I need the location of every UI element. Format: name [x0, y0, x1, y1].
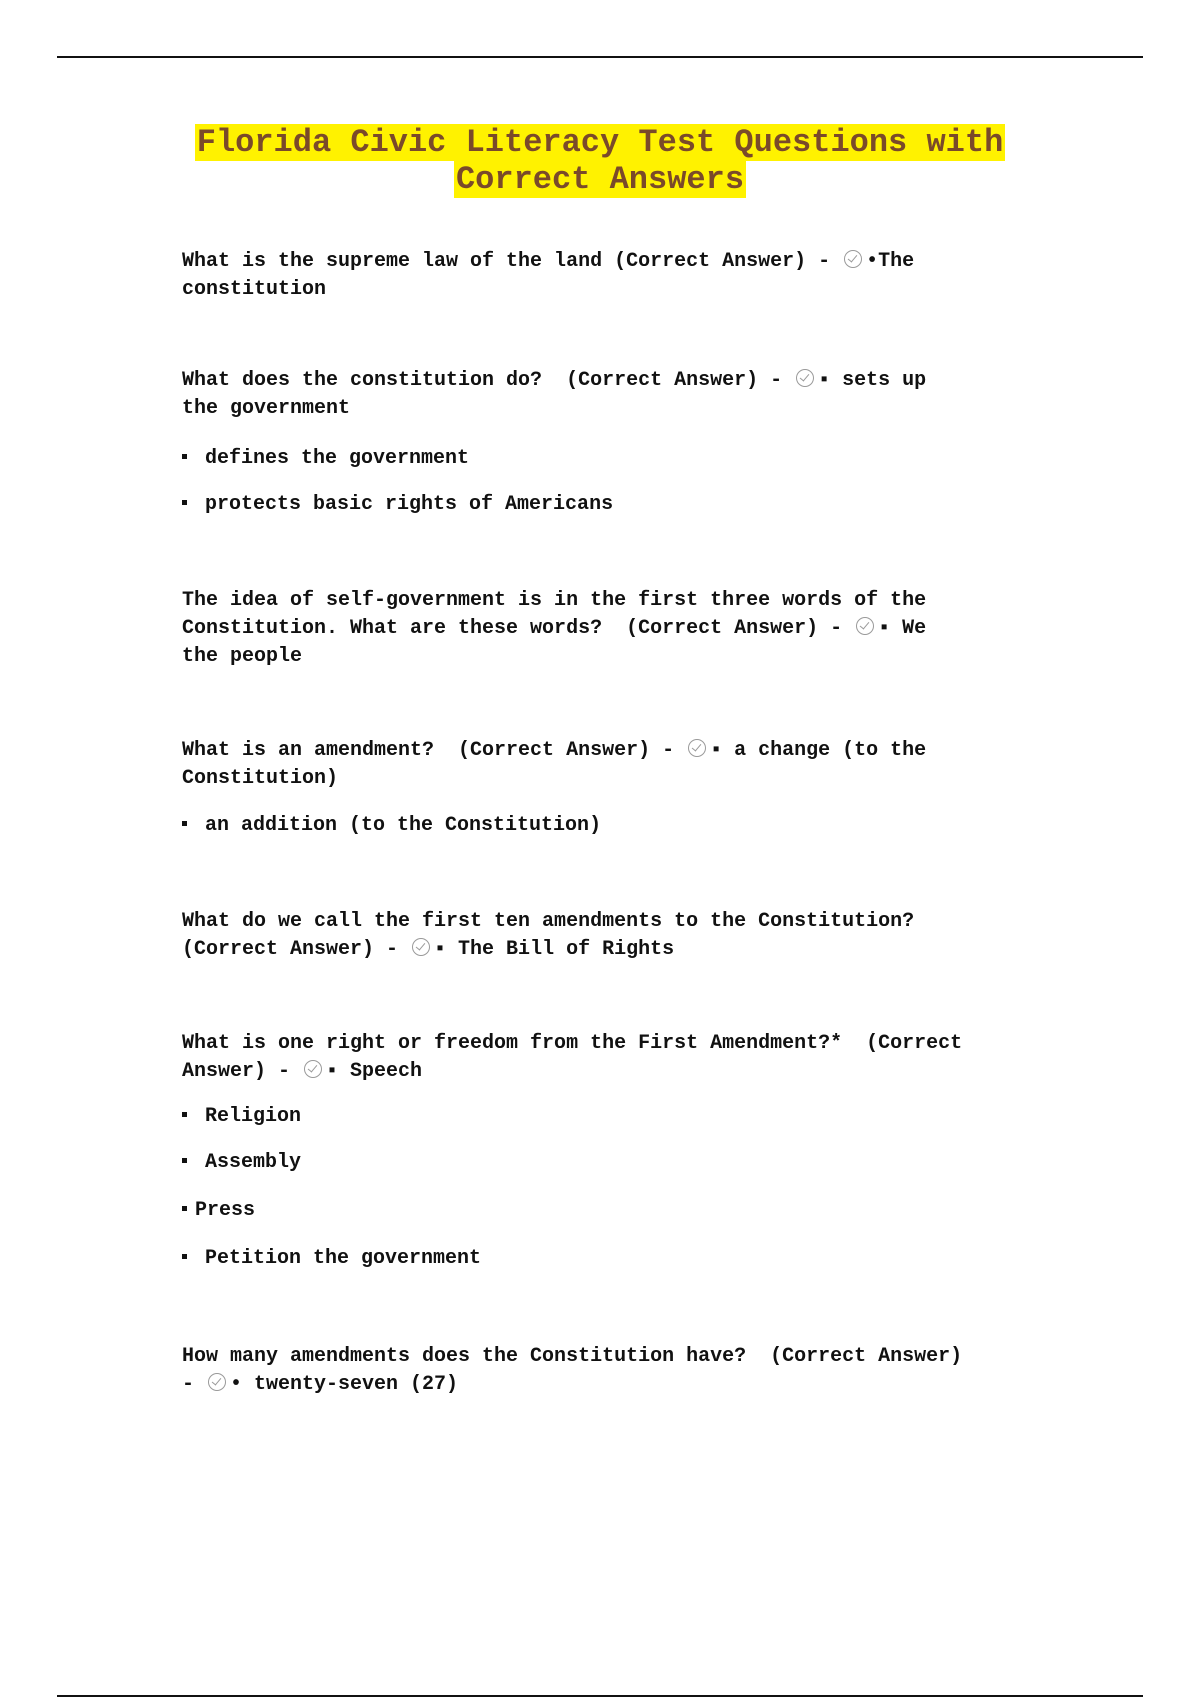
qa-item-first-amendment	[182, 1030, 1062, 1086]
bullet-icon	[182, 454, 187, 459]
qa-item-first-ten	[182, 908, 1062, 964]
qa-item-self-government	[182, 587, 1062, 671]
list-item: Petition the government	[182, 1245, 481, 1273]
footer-rule	[57, 1695, 1143, 1697]
answer-text: ▪ sets up	[818, 369, 927, 392]
answer-text: • twenty-seven (27)	[230, 1373, 459, 1396]
answer-text: ▪ a change (to the	[710, 739, 927, 762]
check-circle-icon	[208, 1373, 226, 1391]
qa-item-supreme-law	[182, 248, 1062, 304]
title-line-2: Correct Answers	[455, 161, 745, 198]
bullet-icon	[182, 500, 187, 505]
answer-continuation: the people	[182, 645, 303, 668]
check-circle-icon	[412, 938, 430, 956]
answer-text: •The	[866, 250, 915, 273]
list-item: protects basic rights of Americans	[182, 491, 613, 519]
list-item: Religion	[182, 1103, 301, 1131]
answer-continuation: constitution	[182, 278, 327, 301]
question-text: Answer) -	[182, 1060, 303, 1083]
question-text: What is an amendment? (Correct Answer) -	[182, 739, 687, 762]
answer-continuation: Constitution)	[182, 767, 339, 790]
question-text: Constitution. What are these words? (Correct Answer) -	[182, 617, 855, 640]
list-item: Assembly	[182, 1149, 301, 1177]
check-circle-icon	[856, 617, 874, 635]
question-text: (Correct Answer) -	[182, 938, 411, 961]
question-text: -	[182, 1373, 207, 1396]
qa-item-constitution-do	[182, 367, 1062, 423]
check-circle-icon	[688, 739, 706, 757]
check-circle-icon	[844, 250, 862, 268]
bullet-icon	[182, 1254, 187, 1259]
qa-item-amendment-count	[182, 1343, 1062, 1399]
qa-item-amendment	[182, 737, 1062, 793]
answer-text: ▪ We	[878, 617, 927, 640]
bullet-icon	[182, 1158, 187, 1163]
question-text: What do we call the first ten amendments to the Constitution?	[182, 910, 915, 933]
question-text: The idea of self-government is in the first three words of the	[182, 589, 927, 612]
question-text: What does the constitution do? (Correct Answer) -	[182, 369, 795, 392]
bullet-icon	[182, 1112, 187, 1117]
answer-continuation: the government	[182, 397, 351, 420]
bullet-icon	[182, 821, 187, 826]
answer-text: ▪ Speech	[326, 1060, 423, 1083]
check-circle-icon	[304, 1060, 322, 1078]
check-circle-icon	[796, 369, 814, 387]
question-text: What is the supreme law of the land (Correct Answer) -	[182, 250, 843, 273]
question-text: How many amendments does the Constitution have? (Correct Answer)	[182, 1345, 963, 1368]
list-item: Press	[182, 1197, 255, 1225]
list-item: an addition (to the Constitution)	[182, 812, 601, 840]
document-title	[0, 124, 1200, 198]
bullet-icon	[182, 1206, 187, 1211]
list-item: defines the government	[182, 445, 469, 473]
title-line-1: Florida Civic Literacy Test Questions with	[196, 124, 1004, 161]
answer-text: ▪ The Bill of Rights	[434, 938, 675, 961]
question-text: What is one right or freedom from the First Amendment?* (Correct	[182, 1032, 963, 1055]
header-rule	[57, 56, 1143, 58]
